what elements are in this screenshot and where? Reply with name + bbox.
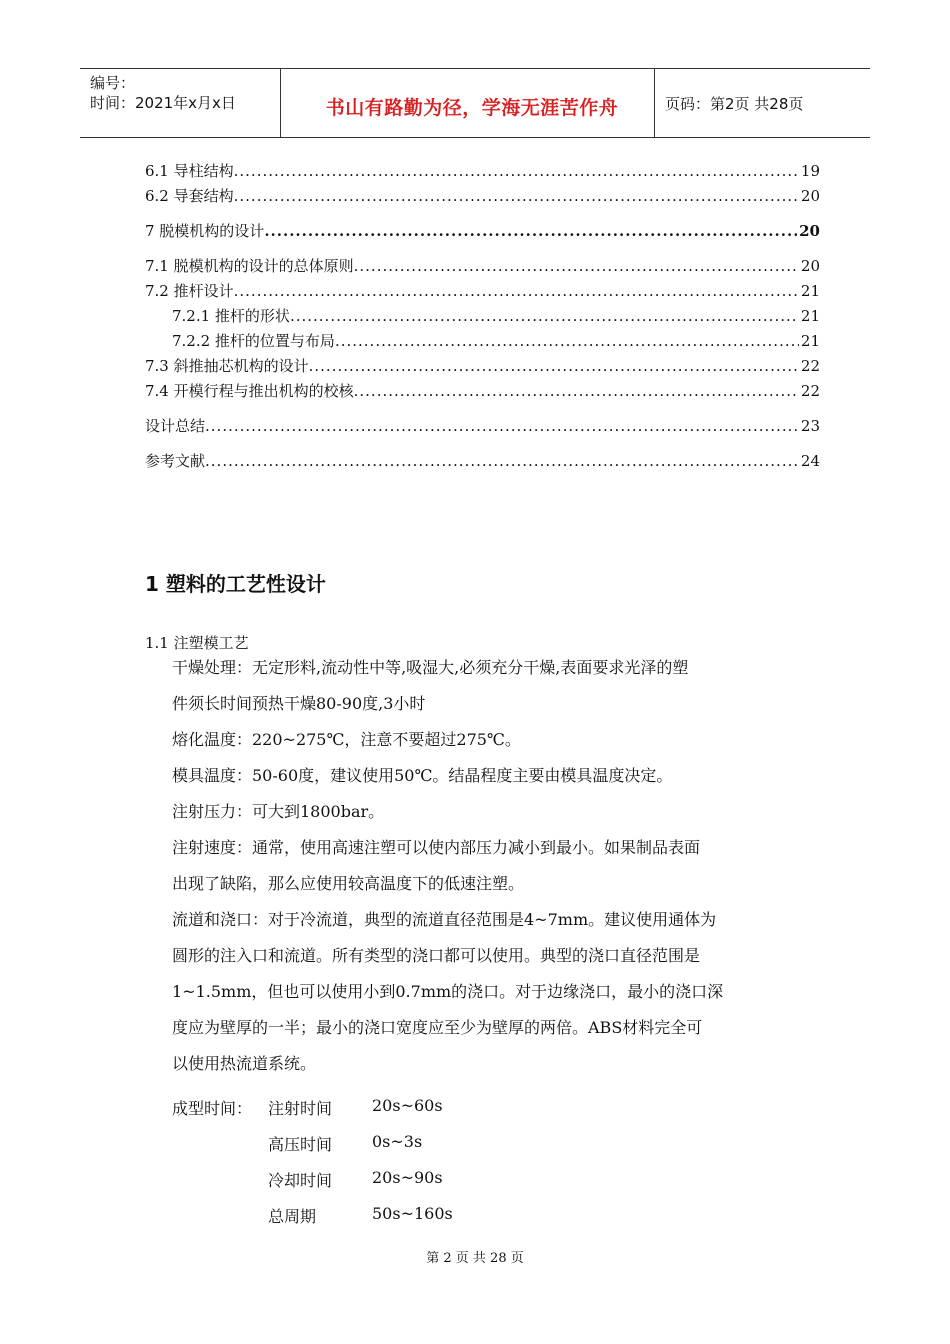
toc-leader xyxy=(205,417,799,435)
molding-time-value: 20s~60s xyxy=(372,1096,443,1115)
toc-entry[interactable] xyxy=(145,160,820,181)
body-line: 出现了缺陷，那么应使用较高温度下的低速注塑。 xyxy=(172,874,525,893)
toc-entry-page: 22 xyxy=(800,382,820,400)
toc-leader xyxy=(290,307,799,325)
molding-time-value: 50s~160s xyxy=(372,1204,453,1223)
section-heading: 1 塑料的工艺性设计 xyxy=(145,572,326,596)
molding-time-name: 总周期 xyxy=(268,1207,317,1226)
toc-entry-title: 7.2.1 推杆的形状 xyxy=(172,307,290,325)
toc-entry-title: 6.2 导套结构 xyxy=(145,187,234,205)
header-motto: 书山有路勤为径，学海无涯苦作舟 xyxy=(325,97,619,119)
toc-entry-title: 设计总结 xyxy=(145,417,206,435)
toc-entry-page: 21 xyxy=(800,332,820,350)
body-line: 模具温度：50-60度，建议使用50℃。结晶程度主要由模具温度决定。 xyxy=(172,766,673,785)
toc-entry-title: 7.2 推杆设计 xyxy=(145,282,234,300)
toc-leader xyxy=(264,222,797,240)
toc-leader xyxy=(354,382,799,400)
toc-entry-title: 参考文献 xyxy=(145,452,206,470)
toc-entry[interactable] xyxy=(145,355,820,376)
toc-entry-title: 7.3 斜推抽芯机构的设计 xyxy=(145,357,309,375)
toc-entry[interactable] xyxy=(145,450,820,471)
doc-number-label: 编号： xyxy=(90,74,136,92)
toc-entry-page: 21 xyxy=(800,307,820,325)
molding-time-value: 20s~90s xyxy=(372,1168,443,1187)
toc-leader xyxy=(234,282,799,300)
molding-time-name: 冷却时间 xyxy=(268,1171,333,1190)
toc-leader xyxy=(234,162,799,180)
toc-entry[interactable] xyxy=(145,380,820,401)
molding-time-name: 高压时间 xyxy=(268,1135,333,1154)
toc-leader xyxy=(234,187,799,205)
toc-entry-page: 20 xyxy=(799,222,820,240)
body-line: 注射压力：可大到1800bar。 xyxy=(172,802,385,821)
toc-entry-page: 22 xyxy=(800,357,820,375)
body-line: 熔化温度：220~275℃，注意不要超过275℃。 xyxy=(172,730,521,749)
toc-entry-page: 24 xyxy=(800,452,820,470)
body-line: 1~1.5mm，但也可以使用小到0.7mm的浇口。对于边缘浇口，最小的浇口深 xyxy=(172,982,724,1001)
molding-time-name: 注射时间 xyxy=(268,1099,333,1118)
toc-entry[interactable] xyxy=(145,255,820,276)
toc-leader xyxy=(309,357,799,375)
toc-entry-title: 7 脱模机构的设计 xyxy=(145,222,265,240)
toc-entry-title: 6.1 导柱结构 xyxy=(145,162,234,180)
toc-entry-page: 21 xyxy=(800,282,820,300)
header-page-info: 页码：第2页 共28页 xyxy=(665,95,804,113)
body-line: 流道和浇口：对于冷流道，典型的流道直径范围是4~7mm。建议使用通体为 xyxy=(172,910,717,929)
body-line: 件须长时间预热干燥80-90度,3小时 xyxy=(172,694,426,713)
header-left xyxy=(90,73,236,113)
molding-time-label: 成型时间： xyxy=(172,1099,253,1118)
toc-entry[interactable] xyxy=(145,280,820,301)
doc-time-label: 时间：2021年x月x日 xyxy=(90,94,236,112)
toc-leader xyxy=(205,452,799,470)
page-header xyxy=(80,68,870,138)
body-line: 度应为壁厚的一半；最小的浇口宽度应至少为壁厚的两倍。ABS材料完全可 xyxy=(172,1018,703,1037)
body-line: 干燥处理：无定形料,流动性中等,吸湿大,必须充分干燥,表面要求光泽的塑 xyxy=(172,658,689,677)
header-divider xyxy=(654,69,655,137)
body-line: 注射速度：通常，使用高速注塑可以使内部压力减小到最小。如果制品表面 xyxy=(172,838,701,857)
toc-entry[interactable] xyxy=(145,220,820,241)
molding-time-value: 0s~3s xyxy=(372,1132,423,1151)
toc-entry[interactable] xyxy=(172,330,820,351)
toc-entry-page: 20 xyxy=(800,187,820,205)
toc-entry-title: 7.1 脱模机构的设计的总体原则 xyxy=(145,257,354,275)
toc-entry-page: 23 xyxy=(800,417,820,435)
toc-entry-title: 7.4 开模行程与推出机构的校核 xyxy=(145,382,354,400)
toc-entry-page: 19 xyxy=(800,162,820,180)
toc-leader xyxy=(335,332,799,350)
subsection-heading: 1.1 注塑模工艺 xyxy=(145,634,249,652)
toc-entry[interactable] xyxy=(172,305,820,326)
toc-entry[interactable] xyxy=(145,185,820,206)
header-divider xyxy=(280,69,281,137)
toc-entry-title: 7.2.2 推杆的位置与布局 xyxy=(172,332,335,350)
body-line: 圆形的注入口和流道。所有类型的浇口都可以使用。典型的浇口直径范围是 xyxy=(172,946,701,965)
body-line: 以使用热流道系统。 xyxy=(172,1054,317,1073)
toc-entry[interactable] xyxy=(145,415,820,436)
toc-entry-page: 20 xyxy=(800,257,820,275)
toc-leader xyxy=(354,257,799,275)
page-footer: 第 2 页 共 28 页 xyxy=(426,1251,524,1266)
